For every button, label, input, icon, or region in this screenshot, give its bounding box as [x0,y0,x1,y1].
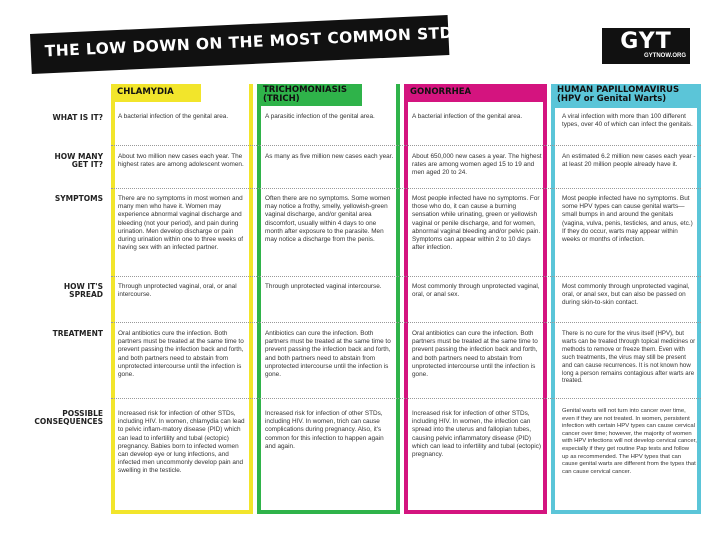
cell-trich-symptoms: Often there are no symptoms. Some women may notice a frothy, smelly, yellowish-green vaginal discharge, and/or genital area discomfort, usually within 4 days to one month after exposure to the parasite. Men may notice a discharge from the penis. [265,195,391,244]
row-divider [111,276,701,277]
cell-trich-what: A parasitic infection of the genital area. [265,113,375,120]
cell-trich-how-many: As many as five million new cases each year. [265,153,394,160]
cell-chlamydia-what: A bacterial infection of the genital area. [118,113,229,120]
row-divider [111,145,701,146]
row-label-what-is-it: WHAT IS IT? [52,113,103,122]
cell-chlamydia-symptoms: There are no symptoms in most women and many men who have it. Women may experience abnormal vaginal discharge and bleeding (not your period), and pain during urination. Men develop discharge or pain during urination within one to three weeks of having sex with an infected partner. [118,195,244,252]
row-divider [111,398,701,399]
row-label-treatment: TREATMENT [52,329,103,338]
logo-main-text: GYT [620,29,672,54]
column-header-chlamydia: CHLAMYDIA [111,84,201,102]
cell-trich-spread: Through unprotected vaginal intercourse. [265,283,382,290]
cell-hpv-what: A viral infection with more than 100 different types, over 40 of which can infect the genitals. [562,113,693,129]
cell-gonorrhea-spread: Most commonly through unprotected vaginal, oral, or anal sex. [412,283,540,299]
logo-url-text: GYTNOW.ORG [644,53,686,59]
cell-gonorrhea-symptoms: Most people infected have no symptoms. For those who do, it can cause a burning sensation while urinating, green or yellowish vaginal or penile discharge, and for women, abnormal vaginal bleeding and/or pelvic pain. Symptoms can appear within 2 to 10 days after infection. [412,195,541,252]
row-label-how-many: HOW MANY GET IT? [54,152,103,169]
page-title: THE LOW DOWN ON THE MOST COMMON STDs [44,23,463,61]
gyt-logo [602,28,690,64]
column-header-hpv: HUMAN PAPILLOMAVIRUS (HPV or Genital Warts) [551,84,699,108]
cell-gonorrhea-how-many: About 650,000 new cases a year. The highest rates are among women aged 15 to 19 and men aged 20 to 24. [412,153,542,177]
cell-hpv-consequences: Genital warts will not turn into cancer over time, even if they are not treated. In women, persistent infection with certain HPV types can cause cervical cancer over time; however, the majority of women with HPV infections will not develop cervical cancer, especially if they get routine Pap tests and follow up as recommended. The HPV types that can cause genital warts are different from the types that can cause cervical cancer. [562,408,697,475]
cell-trich-consequences: Increased risk for infection of other STDs, including HIV. In women, trich can cause complications during pregnancy. Also, it's common for this infection to happen again and again. [265,410,384,450]
cell-hpv-treatment: There is no cure for the virus itself (HPV), but warts can be treated through topical medicines or methods to remove or freeze them. Even with such treatments, the virus may still be present and can cause recurrences. It is not known how long a person remains contagious after warts are treated. [562,330,696,385]
cell-chlamydia-how-many: About two million new cases each year. The highest rates are among adolescent women. [118,153,244,169]
cell-hpv-symptoms: Most people infected have no symptoms. But some HPV types can cause genital warts—small bumps in and around the genitals (vagina, vulva, penis, testicles, and anus, etc.) If they do occur, warts may appear within weeks or months of infection. [562,195,693,244]
row-divider [111,322,701,323]
cell-chlamydia-treatment: Oral antibiotics cure the infection. Both partners must be treated at the same time to prevent passing the infection back and forth, and both partners need to abstain from unprotected intercourse until the infection is gone. [118,330,244,379]
cell-gonorrhea-what: A bacterial infection of the genital area. [412,113,523,120]
cell-gonorrhea-consequences: Increased risk for infection of other STDs, including HIV. In women, the infection can spread into the uterus and fallopian tubes, causing pelvic inflammatory disease (PID) which can lead to infertility and tubal (ectopic) pregnancy. [412,410,541,459]
row-label-symptoms: SYMPTOMS [54,194,103,203]
cell-hpv-how-many: An estimated 6.2 million new cases each year - at least 20 million people already have it. [562,153,696,169]
cell-gonorrhea-treatment: Oral antibiotics can cure the infection. Both partners must be treated at the same time to prevent passing the infection back and forth, and both partners need to abstain from unprotected intercourse until the infection is gone. [412,330,538,379]
cell-chlamydia-consequences: Increased risk for infection of other STDs, including HIV. In women, chlamydia can lead to pelvic inflam-matory disease (PID) which can lead to infertility and tubal (ectopic) pregnancy. Babies born to infected women can develop eye or lung infections, and infected men uncommonly develop pain and swelling in the testicle. [118,410,245,475]
row-label-how-spread: HOW IT'S SPREAD [63,282,103,299]
cell-trich-treatment: Antibiotics can cure the infection. Both partners must be treated at the same time to prevent passing the infection back and forth, and both partners need to abstain from unprotected intercourse until the infection is gone. [265,330,391,379]
column-header-trichomoniasis: TRICHOMONIASIS (TRICH) [257,84,362,106]
title-banner [30,15,463,74]
row-divider [111,188,701,189]
row-label-consequences: POSSIBLE CONSEQUENCES [34,409,103,426]
cell-chlamydia-spread: Through unprotected vaginal, oral, or anal intercourse. [118,283,237,299]
cell-hpv-spread: Most commonly through unprotected vaginal, oral, or anal sex, but can also be passed on during skin-to-skin contact. [562,283,690,307]
column-header-gonorrhea: GONORRHEA [404,84,547,102]
